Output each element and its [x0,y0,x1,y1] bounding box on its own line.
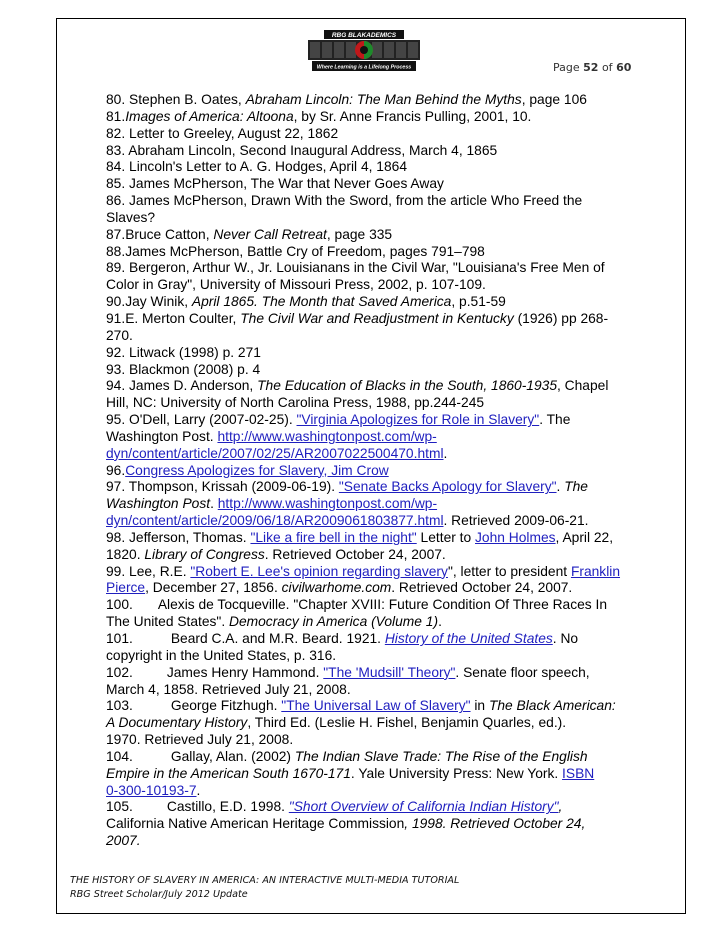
ref-99: 99. Lee, R.E. "Robert E. Lee's opinion regarding slavery", letter to president Franklin [106,563,621,579]
ref-104-isbn-link[interactable]: ISBN [562,765,595,781]
ref-100: 100. Alexis de Tocqueville. "Chapter XVIII: Future Condition Of Three Races In [106,597,608,613]
ref-97: 97. Thompson, Krissah (2009-06-19). "Senate Backs Apology for Slavery". The [106,479,588,495]
ref-81: 81.Images of America: Altoona, by Sr. Anne Francis Pulling, 2001, 10. [106,108,532,124]
ref-97-cont2: dyn/content/article/2009/06/18/AR2009061803877.html. Retrieved 2009-06-21. [106,513,589,529]
ref-90: 90.Jay Winik, April 1865. The Month that Saved America, p.51-59 [106,294,506,310]
ref-87: 87.Bruce Catton, Never Call Retreat, page 335 [106,226,393,242]
ref-95-cont: Washington Post. http://www.washingtonpost.com/wp- [106,428,437,444]
ref-103-cont: A Documentary History, Third Ed. (Leslie H. Fishel, Benjamin Quarles, ed.). [106,715,567,731]
ref-104-cont: Empire in the American South 1670-171. Yale University Press: New York. ISBN [106,765,595,781]
ref-104: 104. Gallay, Alan. (2002) The Indian Slave Trade: The Rise of the English [106,748,588,764]
ref-94: 94. James D. Anderson, The Education of Blacks in the South, 1860-1935, Chapel [106,378,609,394]
ref-105-cont2: 2007. [106,833,141,849]
ref-84: 84. Lincoln's Letter to A. G. Hodges, April 4, 1864 [106,159,407,175]
ref-102-link[interactable]: "The 'Mudsill' Theory" [323,664,456,680]
ref-102-cont: March 4, 1858. Retrieved July 21, 2008. [106,681,351,697]
ref-88: 88.James McPherson, Battle Cry of Freedom, pages 791–798 [106,243,485,259]
page-footer [70,874,459,902]
ref-94-cont: Hill, NC: University of North Carolina Press, 1988, pp.244-245 [106,395,485,411]
ref-92: 92. Litwack (1998) p. 271 [106,344,261,360]
ref-103-cont2: 1970. Retrieved July 21, 2008. [106,732,294,748]
ref-101-cont: copyright in the United States, p. 316. [106,647,337,663]
ref-97-url-link[interactable]: http://www.washingtonpost.com/wp- [217,496,438,512]
ref-99-cont: Pierce, December 27, 1856. civilwarhome.com. Retrieved October 24, 2007. [106,580,573,596]
ref-82: 82. Letter to Greeley, August 22, 1862 [106,125,339,141]
logo-tagline: Where Learning is a Lifelong Process [316,64,412,71]
ref-98-cont: 1820. Library of Congress. Retrieved October 24, 2007. [106,546,446,562]
ref-95-url-link[interactable]: http://www.washingtonpost.com/wp- [217,428,437,444]
ref-95-cont2: dyn/content/article/2007/02/25/AR2007022500470.html. [106,445,448,461]
ref-97-cont: Washington Post. http://www.washingtonpost.com/wp- [106,496,438,512]
ref-95-url-link-2[interactable]: dyn/content/article/2007/02/25/AR2007022500470.html [106,445,444,461]
ref-98-link-2[interactable]: John Holmes [475,529,556,545]
ref-96-link[interactable]: Congress Apologizes for Slavery, Jim Crow [125,462,389,478]
rbg-blakademics-logo [306,30,422,74]
ref-89: 89. Bergeron, Arthur W., Jr. Louisianans in the Civil War, "Louisiana's Free Men of [106,260,605,276]
ref-97-url-link-2[interactable]: dyn/content/article/2009/06/18/AR2009061803877.html [106,513,444,529]
ref-99-link-2[interactable]: Franklin [570,563,621,579]
reference-list [106,92,646,850]
ref-80: 80. Stephen B. Oates, Abraham Lincoln: The Man Behind the Myths, page 106 [106,92,587,107]
ref-95: 95. O'Dell, Larry (2007-02-25). "Virginia Apologizes for Role in Slavery". The [106,412,571,428]
ref-96: 96.Congress Apologizes for Slavery, Jim Crow [106,462,389,478]
ref-91: 91.E. Merton Coulter, The Civil War and Readjustment in Kentucky (1926) pp 268- [106,310,609,326]
ref-102: 102. James Henry Hammond. "The 'Mudsill' Theory". Senate floor speech, [106,664,590,680]
ref-98-link[interactable]: "Like a fire bell in the night" [250,529,417,545]
ref-105-link[interactable]: "Short Overview of California Indian History" [288,799,559,815]
ref-93: 93. Blackmon (2008) p. 4 [106,361,261,377]
ref-101: 101. Beard C.A. and M.R. Beard. 1921. History of the United States. No [106,631,579,646]
ref-101-link[interactable]: History of the United States [384,631,553,646]
ref-104-cont2: 0-300-10193-7. [106,782,201,798]
ref-103: 103. George Fitzhugh. "The Universal Law of Slavery" in The Black American: [106,698,616,714]
ref-83: 83. Abraham Lincoln, Second Inaugural Address, March 4, 1865 [106,142,498,158]
ref-98: 98. Jefferson, Thomas. "Like a fire bell in the night" Letter to John Holmes, April 22, [106,529,614,545]
ref-105: 105. Castillo, E.D. 1998. "Short Overview of California Indian History", [106,799,563,815]
footer-subtitle: RBG Street Scholar/July 2012 Update [70,889,248,900]
ref-103-link[interactable]: "The Universal Law of Slavery" [281,698,471,714]
ref-100-cont: The United States". Democracy in America (Volume 1). [106,614,442,630]
ref-86-cont: Slaves? [106,209,156,225]
ref-105-cont: California Native American Heritage Commission, 1998. Retrieved October 24, [106,816,586,832]
ref-95-link[interactable]: "Virginia Apologizes for Role in Slavery" [296,412,540,428]
ref-97-link[interactable]: "Senate Backs Apology for Slavery" [338,479,557,495]
footer-title: THE HISTORY OF SLAVERY IN AMERICA: AN INTERACTIVE MULTI-MEDIA TUTORIAL [70,875,460,886]
ref-91-cont: 270. [106,327,133,343]
ref-85: 85. James McPherson, The War that Never Goes Away [106,176,444,192]
logo-title: RBG BLAKADEMICS [331,32,397,39]
ref-99-link[interactable]: "Robert E. Lee's opinion regarding slavery [190,563,448,579]
ref-99-link-3[interactable]: Pierce [106,580,146,596]
page-number: Page 52 of 60 [553,61,632,74]
ref-86: 86. James McPherson, Drawn With the Sword, from the article Who Freed the [106,193,583,209]
ref-89-cont: Color in Gray", University of Missouri Press, 2002, p. 107-109. [106,277,486,293]
ref-104-isbn-number-link[interactable]: 0-300-10193-7 [106,782,197,798]
